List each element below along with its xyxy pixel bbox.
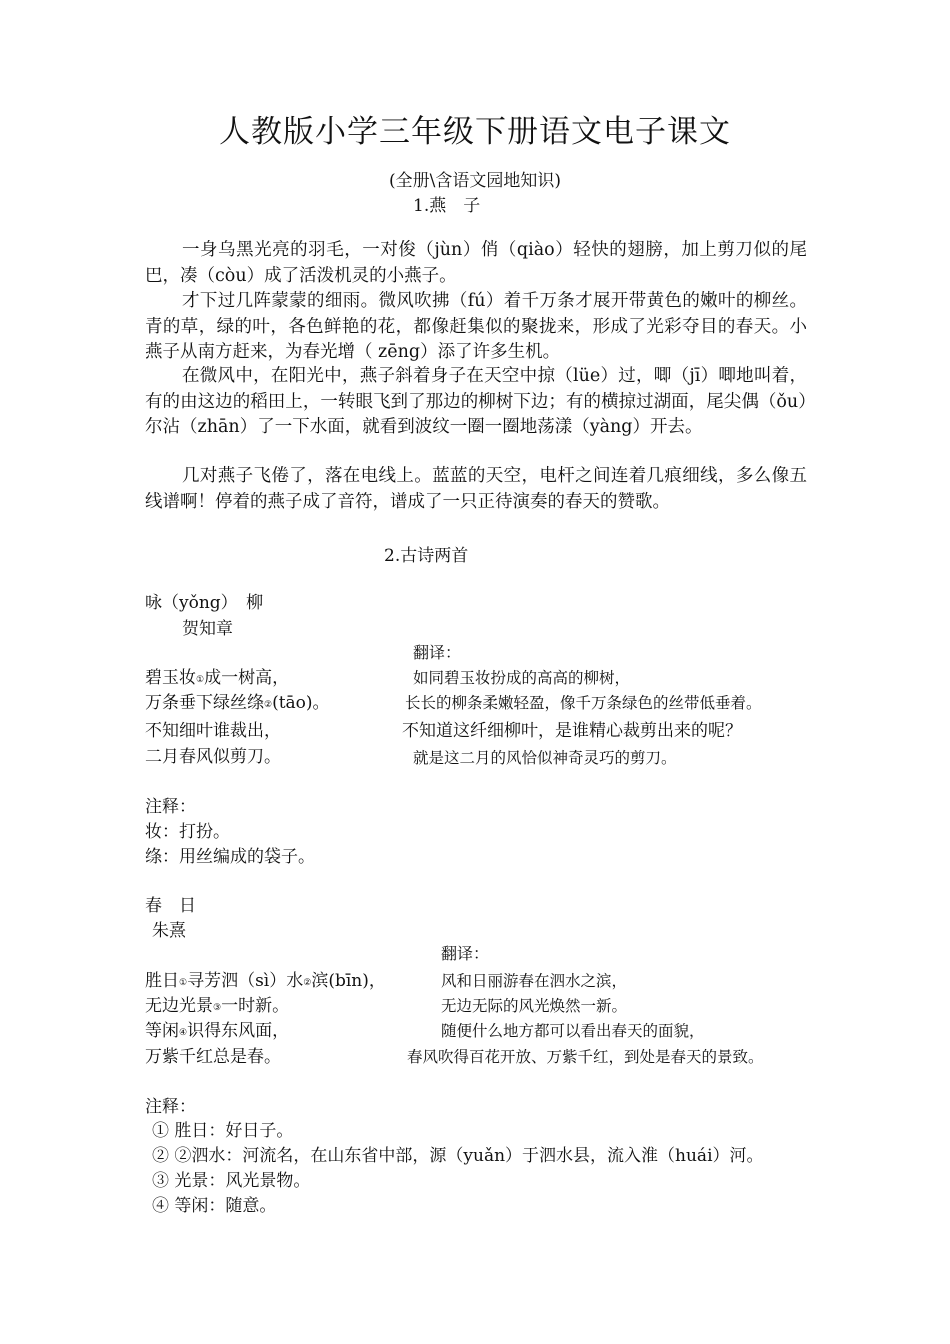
footnote-marker: ①	[179, 978, 188, 988]
lesson-1-paragraph-4: 几对燕子飞倦了，落在电线上。蓝蓝的天空，电杆之间连着几痕细线，多么像五线谱啊！停着的燕子成了音符，谱成了一只正待演奏的春天的赞歌。	[145, 466, 807, 512]
footnote-marker: ④	[179, 1028, 188, 1038]
poem-2-translation-3: 随便什么地方都可以看出春天的面貌，	[441, 1022, 705, 1040]
poem-2-author: 朱熹	[152, 921, 186, 941]
poem-1-translation-3: 不知道这纤细柳叶，是谁精心裁剪出来的呢？	[402, 721, 742, 741]
poem-1-line-2: 万条垂下绿丝绦②(tāo)。	[145, 693, 330, 713]
footnote-marker: ②	[264, 700, 273, 710]
poem-2-translation-1: 风和日丽游春在泗水之滨，	[441, 972, 628, 990]
poem-2-translation-4: 春风吹得百花开放、万紫千红，到处是春天的景致。	[407, 1048, 764, 1066]
poem-2-note-1: ① 胜日：好日子。	[152, 1121, 294, 1141]
footnote-marker: ①	[196, 675, 205, 685]
poem-1-note-2: 绦：用丝编成的袋子。	[145, 847, 315, 867]
poem-1-translation-label: 翻译：	[413, 643, 462, 662]
poem-2-note-3: ③ 光景：风光景物。	[152, 1171, 311, 1191]
poem-1-line-3: 不知细叶谁裁出，	[145, 721, 281, 741]
poem-1-translation-1: 如同碧玉妆扮成的高高的柳树，	[413, 669, 631, 687]
document-subtitle: (全册\含语文园地知识)	[389, 171, 561, 191]
footnote-marker: ③	[213, 1003, 222, 1013]
footnote-marker: ②	[303, 978, 312, 988]
poem-2-title: 春 日	[145, 896, 196, 916]
poem-2-translation-2: 无边无际的风光焕然一新。	[441, 997, 628, 1015]
poem-2-note-2: ② ②泗水：河流名，在山东省中部，源（yuǎn）于泗水县，流入淮（huái）河。	[152, 1146, 764, 1166]
poem-2-line-3: 等闲④识得东风面，	[145, 1021, 290, 1041]
poem-2-line-2: 无边光景③一时新。	[145, 996, 290, 1016]
poem-1-translation-4: 就是这二月的风恰似神奇灵巧的剪刀。	[413, 749, 677, 767]
lesson-1-paragraph-3: 在微风中，在阳光中，燕子斜着身子在天空中掠（lüe）过，唧（jī）唧地叫着，有的由这边的稻田上，一转眼飞到了那边的柳树下边；有的横掠过湖面，尾尖偶（ǒu）尔沾（zhān）了一下水面，就看到波纹一圈一圈地荡漾（yàng）开去。	[145, 366, 807, 437]
lesson-2-heading: 2.古诗两首	[384, 546, 469, 566]
document-title: 人教版小学三年级下册语文电子课文	[219, 114, 731, 150]
poem-2-line-4: 万紫千红总是春。	[145, 1047, 281, 1067]
poem-2-line-1: 胜日①寻芳泗（sì）水②滨(bīn)，	[145, 971, 386, 991]
poem-1-title: 咏（yǒng） 柳	[145, 593, 264, 613]
poem-1-line-1: 碧玉妆①成一树高，	[145, 668, 290, 688]
poem-1-notes-label: 注释：	[145, 797, 196, 817]
lesson-1-paragraph-2: 才下过几阵蒙蒙的细雨。微风吹拂（fú）着千万条才展开带黄色的嫩叶的柳丝。青的草，绿的叶，各色鲜艳的花，都像赶集似的聚拢来，形成了光彩夺目的春天。小燕子从南方赶来，为春光增（ zēng）添了许多生机。	[145, 291, 807, 362]
poem-1-line-4: 二月春风似剪刀。	[145, 747, 281, 767]
lesson-1-paragraph-1: 一身乌黑光亮的羽毛，一对俊（jùn）俏（qiào）轻快的翅膀，加上剪刀似的尾巴，凑（còu）成了活泼机灵的小燕子。	[145, 240, 807, 286]
poem-1-note-1: 妆：打扮。	[145, 822, 230, 842]
poem-2-translation-label: 翻译：	[441, 944, 490, 963]
poem-1-translation-2: 长长的柳条柔嫩轻盈，像千万条绿色的丝带低垂着。	[405, 694, 762, 712]
poem-2-notes-label: 注释：	[145, 1097, 196, 1117]
poem-2-note-4: ④ 等闲：随意。	[152, 1196, 277, 1216]
lesson-1-heading: 1.燕 子	[413, 196, 481, 216]
poem-1-author: 贺知章	[182, 619, 233, 639]
